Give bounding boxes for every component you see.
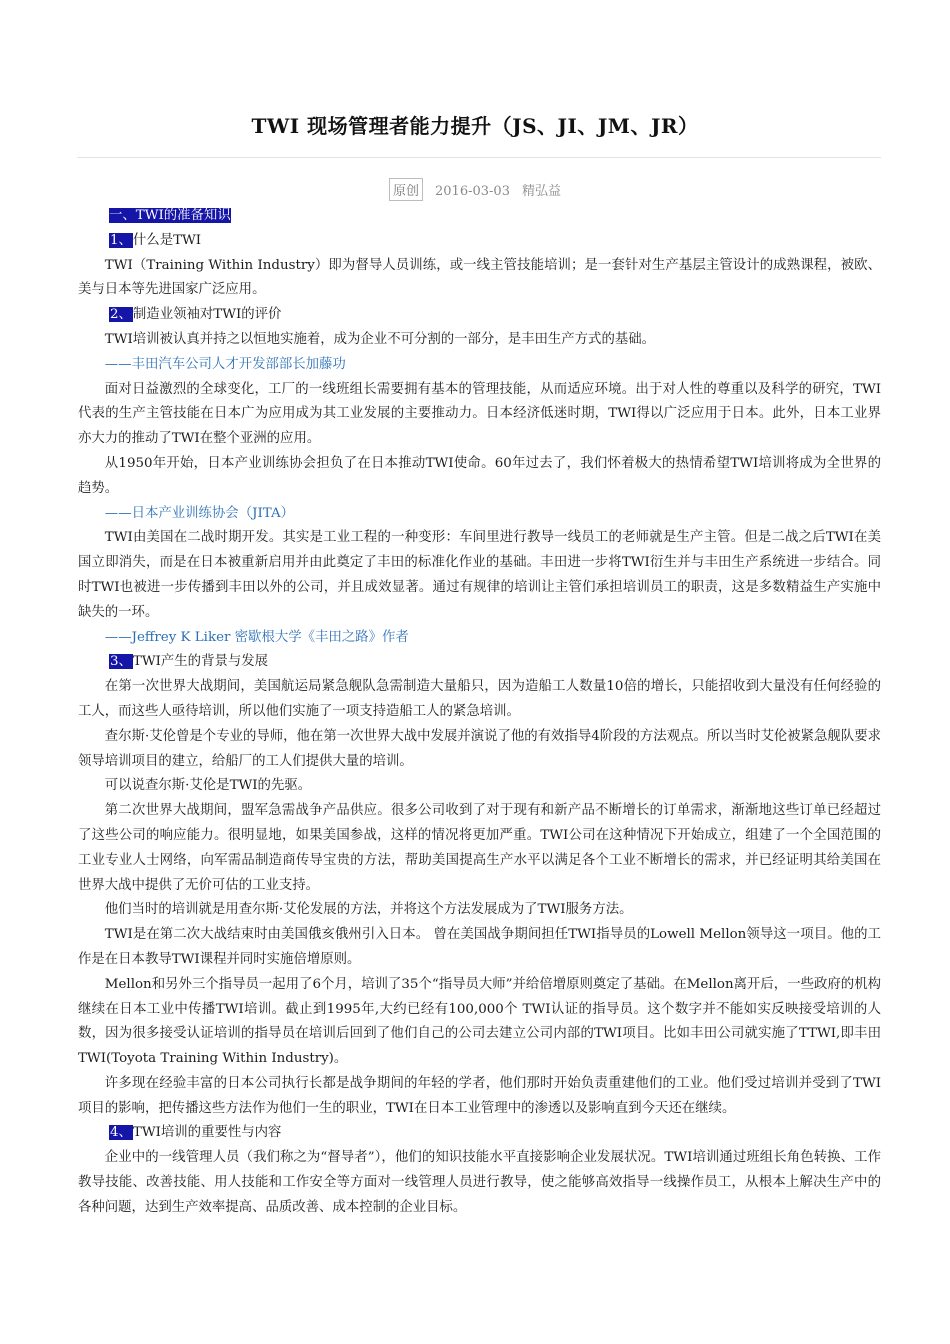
section-heading [78, 204, 881, 229]
section-heading-text: 一、TWI的准备知识 [109, 208, 231, 223]
article-title: TWI 现场管理者能力提升（JS、JI、JM、JR） [251, 114, 699, 138]
original-badge: 原创 [389, 178, 423, 201]
subheading-4-title: TWI培训的重要性与内容 [132, 1125, 282, 1141]
paragraph: TWI（Training Within Industry）即为督导人员训练，或一线主管技能培训；是一套针对生产基层主管设计的成熟课程，被欧、美与日本等先进国家广泛应用。 [78, 257, 881, 298]
article-body [78, 204, 881, 1221]
subheading-4 [78, 1121, 881, 1146]
subheading-2 [78, 303, 881, 328]
quote-attribution: ——Jeffrey K Liker 密歇根大学《丰田之路》作者 [104, 629, 409, 645]
paragraph: TWI由美国在二战时期开发。其实是工业工程的一种变形：车间里进行教导一线员工的老师就是生产主管。但是二战之后TWI在美国立即消失，而是在日本被重新启用并由此奠定了丰田的标准化作业的基础。丰田进一步将TWI衍生并与丰田生产系统进一步结合。同时TWI也被进一步传播到丰田以外的公司，并且成效显著。通过有规律的培训让主管们承担培训员工的职责，这是多数精益生产实施中缺失的一环。 [78, 530, 881, 620]
paragraph: 可以说查尔斯·艾伦是TWI的先驱。 [104, 778, 312, 794]
quote-attribution: ——丰田汽车公司人才开发部部长加藤功 [104, 356, 346, 372]
author-name: 精弘益 [521, 184, 561, 199]
paragraph: Mellon和另外三个指导员一起用了6个月，培训了35个“指导员大师”并给倍增原则奠定了基础。在Mellon离开后，一些政府的机构继续在日本工业中传播TWI培训。截止到1995年,大约已经有100,000个 TWI认证的指导员。这个数字并不能如实反映接受培训的人数，因为很多接受认证培训的指导员在培训后回到了他们自己的公司去建立公司内部的TWI项目。比如丰田公司就实施了TTWI,即丰田TWI(Toyota Training Within Industry)。 [78, 976, 881, 1067]
article-meta [0, 178, 950, 201]
publish-date: 2016-03-03 [435, 184, 510, 199]
subheading-3-number: 3、 [110, 654, 132, 670]
title-divider [77, 157, 881, 158]
paragraph: 企业中的一线管理人员（我们称之为“督导者”），他们的知识技能水平直接影响企业发展状况。TWI培训通过班组长角色转换、工作教导技能、改善技能、用人技能和工作安全等方面对一线管理人员进行教导，使之能够高效指导一线操作员工，从根本上解决生产中的各种问题，达到生产效率提高、品质改善、成本控制的企业目标。 [78, 1150, 881, 1215]
quote-attribution: ——日本产业训练协会（JITA） [104, 505, 295, 521]
paragraph: 查尔斯·艾伦曾是个专业的导师，他在第一次世界大战中发展并演说了他的有效指导4阶段的方法观点。所以当时艾伦被紧急舰队要求领导培训项目的建立，给船厂的工人们提供大量的培训。 [78, 728, 881, 769]
paragraph: 从1950年开始，日本产业训练协会担负了在日本推动TWI使命。60年过去了，我们怀着极大的热情希望TWI培训将成为全世界的趋势。 [78, 455, 881, 496]
subheading-1-number: 1、 [110, 232, 132, 248]
subheading-2-number: 2、 [110, 307, 132, 323]
paragraph: TWI是在第二次大战结束时由美国俄亥俄州引入日本。 曾在美国战争期间担任TWI指导员的Lowell Mellon领导这一项目。他的工作是在日本教导TWI课程并同时实施倍增原则。 [78, 927, 881, 967]
subheading-1-title: 什么是TWI [132, 232, 202, 248]
subheading-3 [78, 650, 881, 675]
subheading-2-title: 制造业领袖对TWI的评价 [132, 307, 282, 323]
paragraph: 在第一次世界大战期间，美国航运局紧急舰队急需制造大量船只，因为造船工人数量10倍的增长，只能招收到大量没有任何经验的工人，而这些人亟待培训，所以他们实施了一项支持造船工人的紧急培训。 [78, 679, 881, 719]
paragraph: 第二次世界大战期间，盟军急需战争产品供应。很多公司收到了对于现有和新产品不断增长的订单需求，渐渐地这些订单已经超过了这些公司的响应能力。很明显地，如果美国参战，这样的情况将更加严重。TWI公司在这种情况下开始成立，组建了一个全国范围的工业专业人士网络，向军需品制造商传导宝贵的方法，帮助美国提高生产水平以满足各个工业不断增长的需求，并已经证明其给美国在世界大战中提供了无价可估的工业支持。 [78, 803, 881, 893]
paragraph: 他们当时的培训就是用查尔斯·艾伦发展的方法，并将这个方法发展成为了TWI服务方法。 [104, 902, 633, 918]
subheading-3-title: TWI产生的背景与发展 [132, 654, 269, 670]
subheading-1 [78, 229, 881, 254]
paragraph: TWI培训被认真并持之以恒地实施着，成为企业不可分割的一部分，是丰田生产方式的基础。 [104, 331, 656, 347]
paragraph: 面对日益激烈的全球变化，工厂的一线班组长需要拥有基本的管理技能，从而适应环境。出于对人性的尊重以及科学的研究，TWI代表的生产主管技能在日本广为应用成为其工业发展的主要推动力。日本经济低迷时期，TWI得以广泛应用于日本。此外，日本工业界亦大力的推动了TWI在整个亚洲的应用。 [78, 381, 881, 447]
paragraph: 许多现在经验丰富的日本公司执行长都是战争期间的年轻的学者，他们那时开始负责重建他们的工业。他们受过培训并受到了TWI项目的影响，把传播这些方法作为他们一生的职业，TWI在日本工业管理中的渗透以及影响直到今天还在继续。 [78, 1075, 881, 1116]
subheading-4-number: 4、 [110, 1125, 132, 1141]
